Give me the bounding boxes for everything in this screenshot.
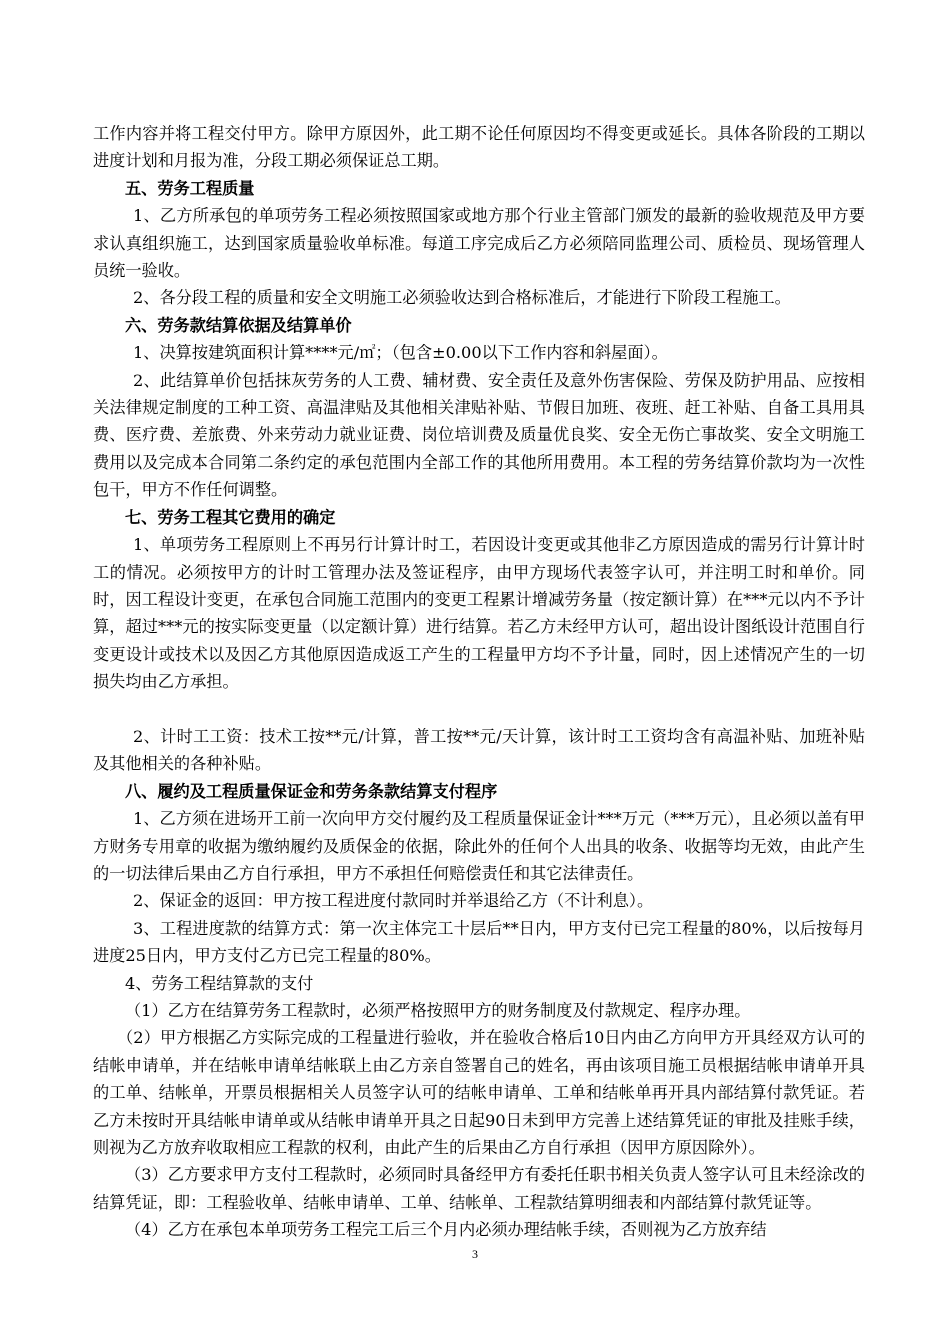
section-heading: 七、劳务工程其它费用的确定 — [125, 507, 336, 527]
paragraph: 4、劳务工程结算款的支付 — [125, 973, 314, 993]
paragraph: 1、乙方所承包的单项劳务工程必须按照国家或地方那个行业主管部门颁发的最新的验收规范及甲方要求认真组织施工，达到国家质量验收单标准。每道工序完成后乙方必须陪同监理公司、质检员、现场管理人员统一验收。 — [93, 206, 865, 281]
paragraph: （3）乙方要求甲方支付工程款时，必须同时具备经甲方有委托任职书相关负责人签字认可且未经涂改的结算凭证，即：工程验收单、结帐申请单、工单、结帐单、工程款结算明细表和内部结算付款凭证等。 — [93, 1165, 865, 1212]
paragraph: 2、计时工工资：技术工按**元/计算，普工按**元/天计算，该计时工工资均含有高温补贴、加班补贴及其他相关的各种补贴。 — [93, 726, 865, 774]
section-heading: 八、履约及工程质量保证金和劳务条款结算支付程序 — [125, 781, 498, 801]
paragraph: （4）乙方在承包本单项劳务工程完工后三个月内必须办理结帐手续，否则视为乙方放弃结 — [125, 1220, 767, 1240]
section-heading: 六、劳务款结算依据及结算单价 — [125, 315, 352, 335]
paragraph: 2、此结算单价包括抹灰劳务的人工费、辅材费、安全责任及意外伤害保险、劳保及防护用品、应按相关法律规定制度的工种工资、高温津贴及其他相关津贴补贴、节假日加班、夜班、赶工补贴、自备工具用具费、医疗费、差旅费、外来劳动力就业证费、岗位培训费及质量优良奖、安全无伤亡事故奖、安全文明施工费用以及完成本合同第二条约定的承包范围内全部工作的其他所用费用。本工程的劳务结算价款均为一次性包干，甲方不作任何调整。 — [93, 370, 865, 500]
document-body — [93, 120, 865, 1244]
paragraph: 1、决算按建筑面积计算****元/㎡；（包含±0.00以下工作内容和斜屋面）。 — [133, 343, 668, 363]
paragraph: 1、单项劳务工程原则上不再另行计算计时工，若因设计变更或其他非乙方原因造成的需另行计算计时工的情况。必须按甲方的计时工管理办法及签证程序，由甲方现场代表签字认可，并注明工时和单价。同时，因工程设计变更，在承包合同施工范围内的变更工程累计增减劳务量（按定额计算）在***元以内不予计算，超过***元的按实际变更量（以定额计算）进行结算。若乙方未经甲方认可，超出设计图纸设计范围自行变更设计或技术以及因乙方其他原因造成返工产生的工程量甲方均不予计量，同时，因上述情况产生的一切损失均由乙方承担。 — [93, 535, 865, 692]
paragraph: 1、乙方须在进场开工前一次向甲方交付履约及工程质量保证金计***万元（***万元），且必须以盖有甲方财务专用章的收据为缴纳履约及质保金的依据，除此外的任何个人出具的收条、收据等均无效，由此产生的一切法律后果由乙方自行承担，甲方不承担任何赔偿责任和其它法律责任。 — [93, 809, 865, 883]
paragraph: 3、工程进度款的结算方式：第一次主体完工十层后**日内，甲方支付已完工程量的80%，以后按每月进度25日内，甲方支付乙方已完工程量的80%。 — [93, 918, 865, 966]
section-heading: 五、劳务工程质量 — [125, 178, 255, 198]
paragraph: 2、保证金的返回：甲方按工程进度付款同时并举退给乙方（不计利息）。 — [133, 891, 654, 911]
paragraph: 工作内容并将工程交付甲方。除甲方原因外，此工期不论任何原因均不得变更或延长。具体各阶段的工期以进度计划和月报为准，分段工期必须保证总工期。 — [93, 124, 865, 171]
paragraph: （2）甲方根据乙方实际完成的工程量进行验收，并在验收合格后10日内由乙方向甲方开具经双方认可的结帐申请单，并在结帐申请单结帐联上由乙方亲自签署自己的姓名，再由该项目施工员根据结帐申请单开具的工单、结帐单，开票员根据相关人员签字认可的结帐申请单、工单和结帐单再开具内部结算付款凭证。若乙方未按时开具结帐申请单或从结帐申请单开具之日起90日未到甲方完善上述结算凭证的审批及挂账手续，则视为乙方放弃收取相应工程款的权利，由此产生的后果由乙方自行承担（因甲方原因除外）。 — [93, 1028, 865, 1158]
page-number: 3 — [472, 1247, 478, 1261]
paragraph: （1）乙方在结算劳务工程款时，必须严格按照甲方的财务制度及付款规定、程序办理。 — [125, 1000, 751, 1020]
blank-line — [93, 696, 865, 723]
paragraph: 2、各分段工程的质量和安全文明施工必须验收达到合格标准后，才能进行下阶段工程施工。 — [133, 288, 791, 308]
